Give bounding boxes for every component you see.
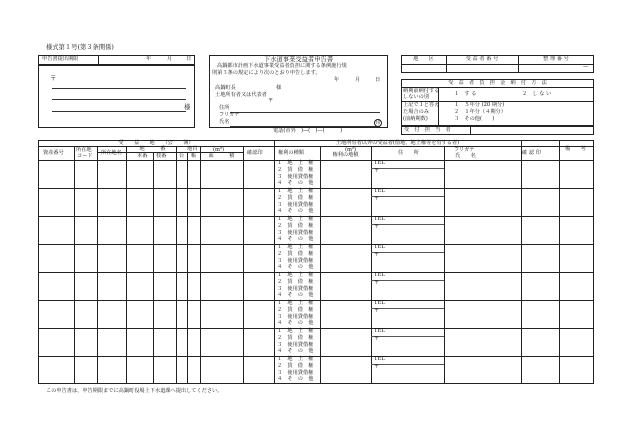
right-type-option[interactable]: １ 地 上 権 <box>277 328 314 334</box>
furigana-label: フリガナ <box>219 112 240 118</box>
name-label: 氏名 <box>219 119 230 125</box>
right-type-option[interactable]: １ 地 上 権 <box>277 272 314 278</box>
split-question-1: 上記で１と答え <box>403 102 440 108</box>
col-remarks: 備 考 <box>565 146 586 152</box>
row-postal-mark: 〒 <box>374 224 380 230</box>
tel-label: TEL <box>374 356 385 362</box>
split-option-2[interactable]: ２ １年分（４期分） <box>454 109 506 115</box>
tel-label: TEL <box>374 328 385 334</box>
right-type-option[interactable]: １ 地 上 権 <box>277 300 314 306</box>
right-type-option[interactable]: １ 地 上 権 <box>277 216 314 222</box>
main-table <box>38 140 594 384</box>
split-question-2: た場合のみ <box>403 109 429 115</box>
right-type-option[interactable]: ２ 賃 借 権 <box>277 278 314 285</box>
right-type-option[interactable]: ２ 賃 借 権 <box>277 250 314 257</box>
deadline-day: 日 <box>186 56 192 62</box>
row-postal-mark: 〒 <box>374 336 380 342</box>
right-type-option[interactable]: ２ 賃 借 権 <box>277 334 314 341</box>
intro-line-2: 則第３条の規定により次のとおり申告します。 <box>212 70 321 76</box>
right-type-option[interactable]: ３ 使用貸借権 <box>277 341 314 348</box>
form-title: 下水道事業受益者申告書 <box>263 56 334 63</box>
col-category: 地目 <box>187 146 198 152</box>
right-type-option[interactable]: ２ 賃 借 権 <box>277 306 314 313</box>
landowner-label: 土地所有者又は代表者 <box>215 92 267 98</box>
ref-no-label: 整 理 番 号 <box>543 56 569 62</box>
right-type-option[interactable]: ４ そ の 他 <box>277 348 314 355</box>
right-type-option[interactable]: ４ そ の 他 <box>277 376 314 383</box>
col-asset-no: 資産番号 <box>43 150 64 156</box>
col-loc-code-1: 所在地 <box>76 147 92 153</box>
col-name: 氏 名 <box>455 153 476 159</box>
decl-day: 日 <box>375 77 381 83</box>
row-postal-mark: 〒 <box>374 280 380 286</box>
right-type-option[interactable]: ４ そ の 他 <box>277 320 314 327</box>
receiver-label: 受 付 担 当 者 <box>404 127 451 133</box>
row-postal-mark: 〒 <box>374 196 380 202</box>
tel-label: TEL <box>374 160 385 166</box>
seal-mark: 印 <box>375 120 381 126</box>
right-type-option[interactable]: ４ そ の 他 <box>277 292 314 299</box>
tel-label: TEL <box>374 272 385 278</box>
col-loc-code-2: コード <box>77 153 93 159</box>
postal-mark: 〒 <box>50 75 57 82</box>
lump-question-2: しないの別 <box>403 94 429 100</box>
col-furigana: フリガナ <box>454 147 475 153</box>
form-number: 様式第１号(第３条関係) <box>46 44 114 51</box>
right-type-option[interactable]: ３ 使用貸借権 <box>277 369 314 376</box>
district-label: 地 区 <box>413 56 434 62</box>
right-type-option[interactable]: ３ 使用貸借権 <box>277 201 314 208</box>
right-type-option[interactable]: ４ そ の 他 <box>277 180 314 187</box>
right-type-option[interactable]: ３ 使用貸借権 <box>277 285 314 292</box>
right-type-option[interactable]: ３ 使用貸借権 <box>277 173 314 180</box>
intro-line-1: 高鍋都市計画下水道事業受益者負担に関する条例施行規 <box>217 63 347 69</box>
right-type-option[interactable]: １ 地 上 権 <box>277 356 314 362</box>
mayor-sama: 様 <box>276 85 282 91</box>
col-right-area-unit: (m²) <box>345 147 357 153</box>
phone-label: 電話(市外 )—( )—( ) <box>273 128 343 134</box>
deadline-month: 月 <box>167 56 173 62</box>
tel-label: TEL <box>374 188 385 194</box>
col-registry: 帳 <box>191 153 197 159</box>
col-right-area: 権利の地積 <box>332 152 359 158</box>
mayor-label: 高鍋町長 <box>215 85 236 91</box>
col-location: 所在地名 <box>101 150 122 156</box>
right-type-option[interactable]: ２ 賃 借 権 <box>277 222 314 229</box>
payment-method-title: 受 益 者 負 担 金 納 付 方 法 <box>448 80 547 86</box>
row-postal-mark: 〒 <box>374 364 380 370</box>
right-type-option[interactable]: ２ 賃 借 権 <box>277 166 314 173</box>
right-type-option[interactable]: ３ 使用貸借権 <box>277 313 314 320</box>
row-postal-mark: 〒 <box>374 168 380 174</box>
filing-deadline-label: 申告書提出期限 <box>42 56 79 62</box>
decl-month: 月 <box>355 77 361 83</box>
col-area-unit: (m²) <box>213 147 225 153</box>
decl-postal-mark: 〒 <box>268 98 274 104</box>
address-label: 住所 <box>219 105 230 111</box>
right-type-option[interactable]: ４ そ の 他 <box>277 236 314 243</box>
footer-note: この申告書は、申告期限までに高鍋町役場上下水道課へ提出してください。 <box>46 388 223 394</box>
right-type-option[interactable]: ３ 使用貸借権 <box>277 257 314 264</box>
right-type-option[interactable]: ４ そ の 他 <box>277 264 314 271</box>
deadline-year: 年 <box>146 56 152 62</box>
right-type-option[interactable]: １ 地 上 権 <box>277 188 314 194</box>
tel-label: TEL <box>374 300 385 306</box>
lump-question-1: 納期前納付する <box>403 88 440 94</box>
tel-label: TEL <box>374 216 385 222</box>
row-postal-mark: 〒 <box>374 252 380 258</box>
land-header: 受 益 地 （公 簿） <box>118 140 194 146</box>
tel-label: TEL <box>374 244 385 250</box>
split-question-3: (前納期数) <box>403 116 428 122</box>
right-type-option[interactable]: ２ 賃 借 権 <box>277 362 314 369</box>
beneficiary-no-label: 受 益 者 番 号 <box>465 56 499 62</box>
col-area: 面 積 <box>208 153 235 159</box>
col-lot: 地 番 <box>139 146 166 152</box>
right-type-option[interactable]: ２ 賃 借 権 <box>277 194 314 201</box>
split-option-3[interactable]: ３ その他( ) <box>454 116 495 122</box>
col-ledger: 台 <box>179 153 185 159</box>
col-check: 確 認 印 <box>522 150 541 156</box>
mailing-address-area <box>38 65 195 128</box>
option-yes[interactable]: １ す る <box>454 91 477 97</box>
decl-year: 年 <box>334 77 340 83</box>
row-postal-mark: 〒 <box>374 308 380 314</box>
col-right-type: 権利の種類 <box>278 150 304 156</box>
right-type-option[interactable]: １ 地 上 権 <box>277 244 314 250</box>
right-type-option[interactable]: １ 地 上 権 <box>277 160 314 166</box>
split-option-1[interactable]: １ ５年分 (20 期分) <box>454 102 505 108</box>
other-beneficiary-header: 土地所有者以外の受益者(借地、地上権等を有する者) <box>335 140 460 146</box>
col-address: 住 所 <box>398 150 419 156</box>
col-seal: 確認印 <box>247 150 263 156</box>
col-sub: 枝番 <box>156 153 167 159</box>
ref-no-dash: — <box>583 64 589 70</box>
option-no[interactable]: ２ し な い <box>522 91 552 97</box>
right-type-option[interactable]: ４ そ の 他 <box>277 208 314 215</box>
right-type-option[interactable]: ３ 使用貸借権 <box>277 229 314 236</box>
sama-label: 様 <box>184 104 191 111</box>
col-main: 本番 <box>137 153 148 159</box>
